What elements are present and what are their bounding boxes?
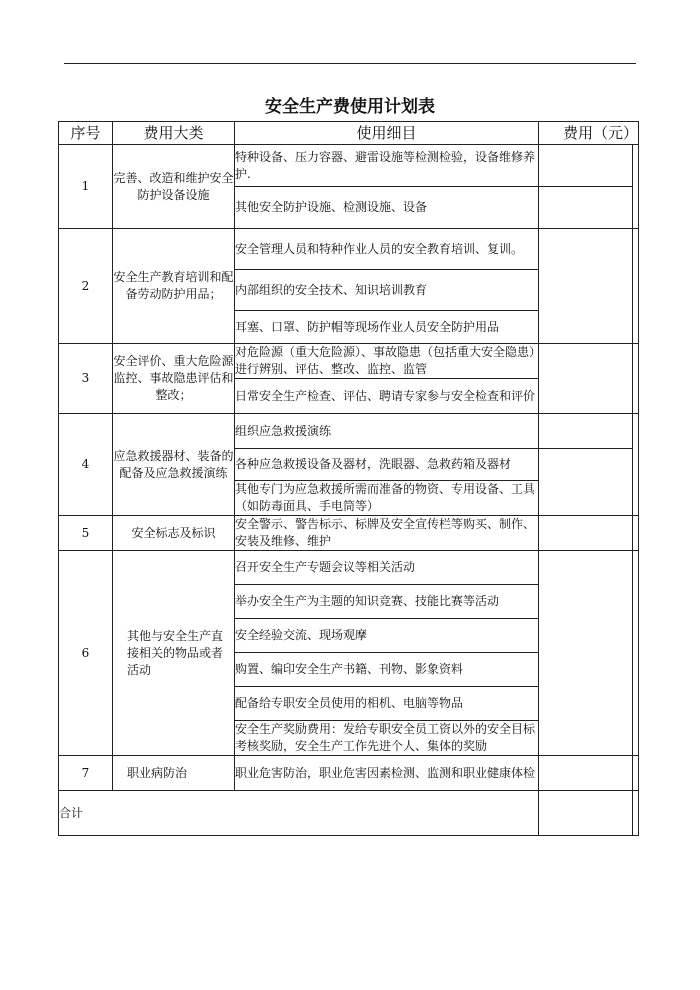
detail-cell: 特种设备、压力容器、避雷设施等检测检验，设备维修养护. [235, 145, 539, 187]
detail-cell: 内部组织的安全技术、知识培训教育 [235, 270, 539, 311]
category-cell: 安全生产教育培训和配备劳动防护用品； [113, 229, 235, 344]
extra-cell [633, 516, 639, 551]
detail-cell: 配备给专职安全员使用的相机、电脑等物品 [235, 687, 539, 721]
detail-cell: 耳塞、口罩、防护帽等现场作业人员安全防护用品 [235, 311, 539, 344]
detail-cell: 安全生产奖励费用：发给专职安全员工资以外的安全目标考核奖励，安全生产工作先进个人、集体的奖励 [235, 721, 539, 756]
detail-cell: 其他安全防护设施、检测设施、设备 [235, 187, 539, 229]
header-rule [64, 63, 636, 64]
seq-cell: 6 [59, 551, 113, 756]
table-row [59, 145, 639, 187]
table-row [59, 551, 639, 585]
fee-cell[interactable] [539, 187, 633, 229]
page-title: 安全生产费使用计划表 [265, 97, 435, 117]
fee-cell[interactable] [539, 145, 633, 187]
extra-cell [633, 145, 639, 229]
extra-cell [633, 344, 639, 414]
header-row [59, 122, 639, 145]
table-row [59, 344, 639, 379]
total-label: 合计 [59, 791, 539, 836]
header-category: 费用大类 [113, 122, 235, 145]
detail-cell: 其他专门为应急救援所需而准备的物资、专用设备、工具（如防毒面具、手电筒等） [235, 481, 539, 516]
fee-cell[interactable] [539, 551, 633, 756]
category-cell: 应急救援器材、装备的配备及应急救援演练 [113, 414, 235, 516]
header-detail: 使用细目 [235, 122, 539, 145]
detail-cell: 组织应急救援演练 [235, 414, 539, 449]
total-fee-cell[interactable] [539, 791, 633, 836]
detail-cell: 安全警示、警告标示、标牌及安全宣传栏等购买、制作、安装及维修、维护 [235, 516, 539, 551]
seq-cell: 4 [59, 414, 113, 516]
extra-cell [633, 551, 639, 756]
header-seq: 序号 [59, 122, 113, 145]
detail-cell: 召开安全生产专题会议等相关活动 [235, 551, 539, 585]
extra-cell [633, 791, 639, 836]
detail-cell: 安全管理人员和特种作业人员的安全教育培训、复训。 [235, 229, 539, 270]
category-cell: 安全评价、重大危险源监控、事故隐患评估和整改； [113, 344, 235, 414]
table-row [59, 516, 639, 551]
detail-cell: 购置、编印安全生产书籍、刊物、影象资料 [235, 653, 539, 687]
extra-cell [633, 229, 639, 344]
total-row [59, 791, 639, 836]
detail-cell: 举办安全生产为主题的知识竞赛、技能比赛等活动 [235, 585, 539, 619]
category-cell: 其他与安全生产直接相关的物品或者活动 [113, 551, 235, 756]
table-row [59, 414, 639, 449]
detail-cell: 职业危害防治，职业危害因素检测、监测和职业健康体检 [235, 756, 539, 791]
extra-cell [633, 414, 639, 516]
fee-cell[interactable] [539, 344, 633, 414]
detail-cell: 各种应急救援设备及器材，洗眼器、急救药箱及器材 [235, 449, 539, 481]
detail-cell: 安全经验交流、现场观摩 [235, 619, 539, 653]
fee-cell[interactable] [539, 229, 633, 344]
table-row [59, 756, 639, 791]
seq-cell: 2 [59, 229, 113, 344]
fee-cell[interactable] [539, 756, 633, 791]
seq-cell: 1 [59, 145, 113, 229]
fee-cell[interactable] [539, 516, 633, 551]
seq-cell: 3 [59, 344, 113, 414]
detail-cell: 对危险源（重大危险源）、事故隐患（包括重大安全隐患）进行辨别、评估、整改、监控、监管 [235, 344, 539, 379]
fee-cell[interactable] [539, 414, 633, 449]
seq-cell: 7 [59, 756, 113, 791]
table-row [59, 229, 639, 270]
plan-table [58, 121, 639, 836]
fee-cell[interactable] [539, 449, 633, 516]
category-cell: 职业病防治 [113, 756, 235, 791]
header-fee: 费用（元） [539, 122, 639, 145]
extra-cell [633, 756, 639, 791]
category-cell: 完善、改造和维护安全防护设备设施 [113, 145, 235, 229]
category-cell: 安全标志及标识 [113, 516, 235, 551]
detail-cell: 日常安全生产检查、评估、聘请专家参与安全检查和评价 [235, 379, 539, 414]
seq-cell: 5 [59, 516, 113, 551]
